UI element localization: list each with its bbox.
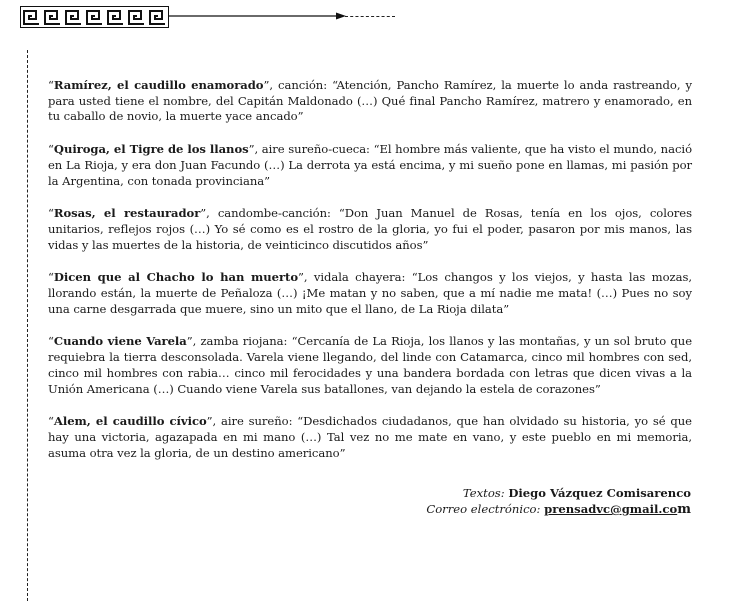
- song-text: ”, vidala chayera: “Los changos y los viejos, y hasta las mozas, llorando están, la muerte de Peñaloza (…) ¡Me matan y no saben, que a mí nadie me mata! (…) Pues no soy una carne desgarrada que muere, sino un mito que el llano, de La Rioja dilata”: [48, 270, 692, 316]
- email-link-tail[interactable]: m: [677, 502, 691, 517]
- email-credit: [426, 501, 691, 518]
- song-text: ”, canción: “Atención, Pancho Ramírez, la muerte lo anda rastreando, y para usted tiene el nombre, del Capitán Maldonado (…) Qué final Pancho Ramírez, matrero y enamorado, en tu caballo de novio, la muerte yace ancado”: [48, 78, 692, 124]
- song-title: Cuando viene Varela: [53, 334, 187, 349]
- song-paragraph-2: “Quiroga, el Tigre de los llanos”, aire sureño-cueca: “El hombre más valiente, que ha visto el mundo, nació en La Rioja, y era don Juan Facundo (…) La derrota ya está encima, y mi sueño pone en llamas, mi pasión por la Argentina, con tonada provinciana”: [48, 142, 692, 188]
- texts-credit: [426, 485, 691, 501]
- decorative-arrow: [168, 12, 348, 20]
- song-title: Alem, el caudillo cívico: [53, 414, 207, 429]
- dashed-rule-left: [27, 50, 28, 601]
- song-text: ”, zamba riojana: “Cercanía de La Rioja, los llanos y las montañas, y un sol bruto que requiebra la tierra desconsolada. Varela viene llegando, del linde con Catamarca, cinco mil hombres con sed, cinco mil hombres con rabia… cinco mil ferocidades y una bandera bordada con letras que dicen vivas a la Unión Americana (…) Cuando viene Varela sus batallones, van dejando la estela de corazones”: [48, 334, 693, 396]
- email-label: Correo electrónico:: [426, 502, 545, 516]
- song-paragraph-1: “Ramírez, el caudillo enamorado”, canción: “Atención, Pancho Ramírez, la muerte lo anda rastreando, y para usted tiene el nombre, del Capitán Maldonado (…) Qué final Pancho Ramírez, matrero y enamorado, en tu caballo de novio, la muerte yace ancado”: [48, 78, 692, 124]
- song-list: [48, 78, 692, 478]
- email-link[interactable]: prensadvc@gmail.co: [544, 502, 678, 516]
- greek-key-frieze: [20, 6, 170, 28]
- song-paragraph-6: “Alem, el caudillo cívico”, aire sureño: “Desdichados ciudadanos, que han olvidado su historia, yo sé que hay una victoria, agazapada en mi mano (…) Tal vez no me mate en vano, y este pueblo en mi memoria, asuma otra vez la gloria, de un destino americano”: [48, 414, 692, 460]
- song-paragraph-5: “Cuando viene Varela”, zamba riojana: “Cercanía de La Rioja, los llanos y las montañas, y un sol bruto que requiebra la tierra desconsolada. Varela viene llegando, del linde con Catamarca, cinco mil hombres con sed, cinco mil hombres con rabia… cinco mil ferocidades y una bandera bordada con letras que dicen vivas a la Unión Americana (…) Cuando viene Varela sus batallones, van dejando la estela de corazones”: [48, 334, 693, 396]
- credits: [426, 485, 691, 518]
- song-text: ”, aire sureño-cueca: “El hombre más valiente, que ha visto el mundo, nació en La Rioja, y era don Juan Facundo (…) La derrota ya está encima, y mi sueño pone en llamas, mi pasión por la Argentina, con tonada provinciana”: [48, 142, 692, 188]
- song-title: Rosas, el restaurador: [53, 206, 201, 221]
- song-text: ”, aire sureño: “Desdichados ciudadanos, que han olvidado su historia, yo sé que hay una victoria, agazapada en mi mano (…) Tal vez no me mate en vano, y este pueblo en mi memoria, asuma otra vez la gloria, de un destino americano”: [48, 414, 692, 460]
- song-text: ”, candombe-canción: “Don Juan Manuel de Rosas, tenía en los ojos, colores unitarios, reflejos rojos (…) Yo sé como es el rostro de la gloria, yo fui el poder, pasaron por mis manos, las vidas y las muertes de la historia, de veinticinco discutidos años”: [48, 206, 692, 252]
- song-title: Ramírez, el caudillo enamorado: [53, 78, 264, 92]
- dashed-rule-top: [345, 16, 395, 17]
- author-name: Diego Vázquez Comisarenco: [508, 486, 691, 500]
- song-paragraph-4: “Dicen que al Chacho lo han muerto”, vidala chayera: “Los changos y los viejos, y hasta las mozas, llorando están, la muerte de Peñaloza (…) ¡Me matan y no saben, que a mí nadie me mata! (…) Pues no soy una carne desgarrada que muere, sino un mito que el llano, de La Rioja dilata”: [48, 270, 692, 316]
- song-title: Dicen que al Chacho lo han muerto: [53, 270, 299, 285]
- song-title: Quiroga, el Tigre de los llanos: [53, 142, 249, 157]
- texts-label: Textos:: [462, 486, 509, 500]
- song-paragraph-3: “Rosas, el restaurador”, candombe-canción: “Don Juan Manuel de Rosas, tenía en los ojos, colores unitarios, reflejos rojos (…) Yo sé como es el rostro de la gloria, yo fui el poder, pasaron por mis manos, las vidas y las muertes de la historia, de veinticinco discutidos años”: [48, 206, 692, 252]
